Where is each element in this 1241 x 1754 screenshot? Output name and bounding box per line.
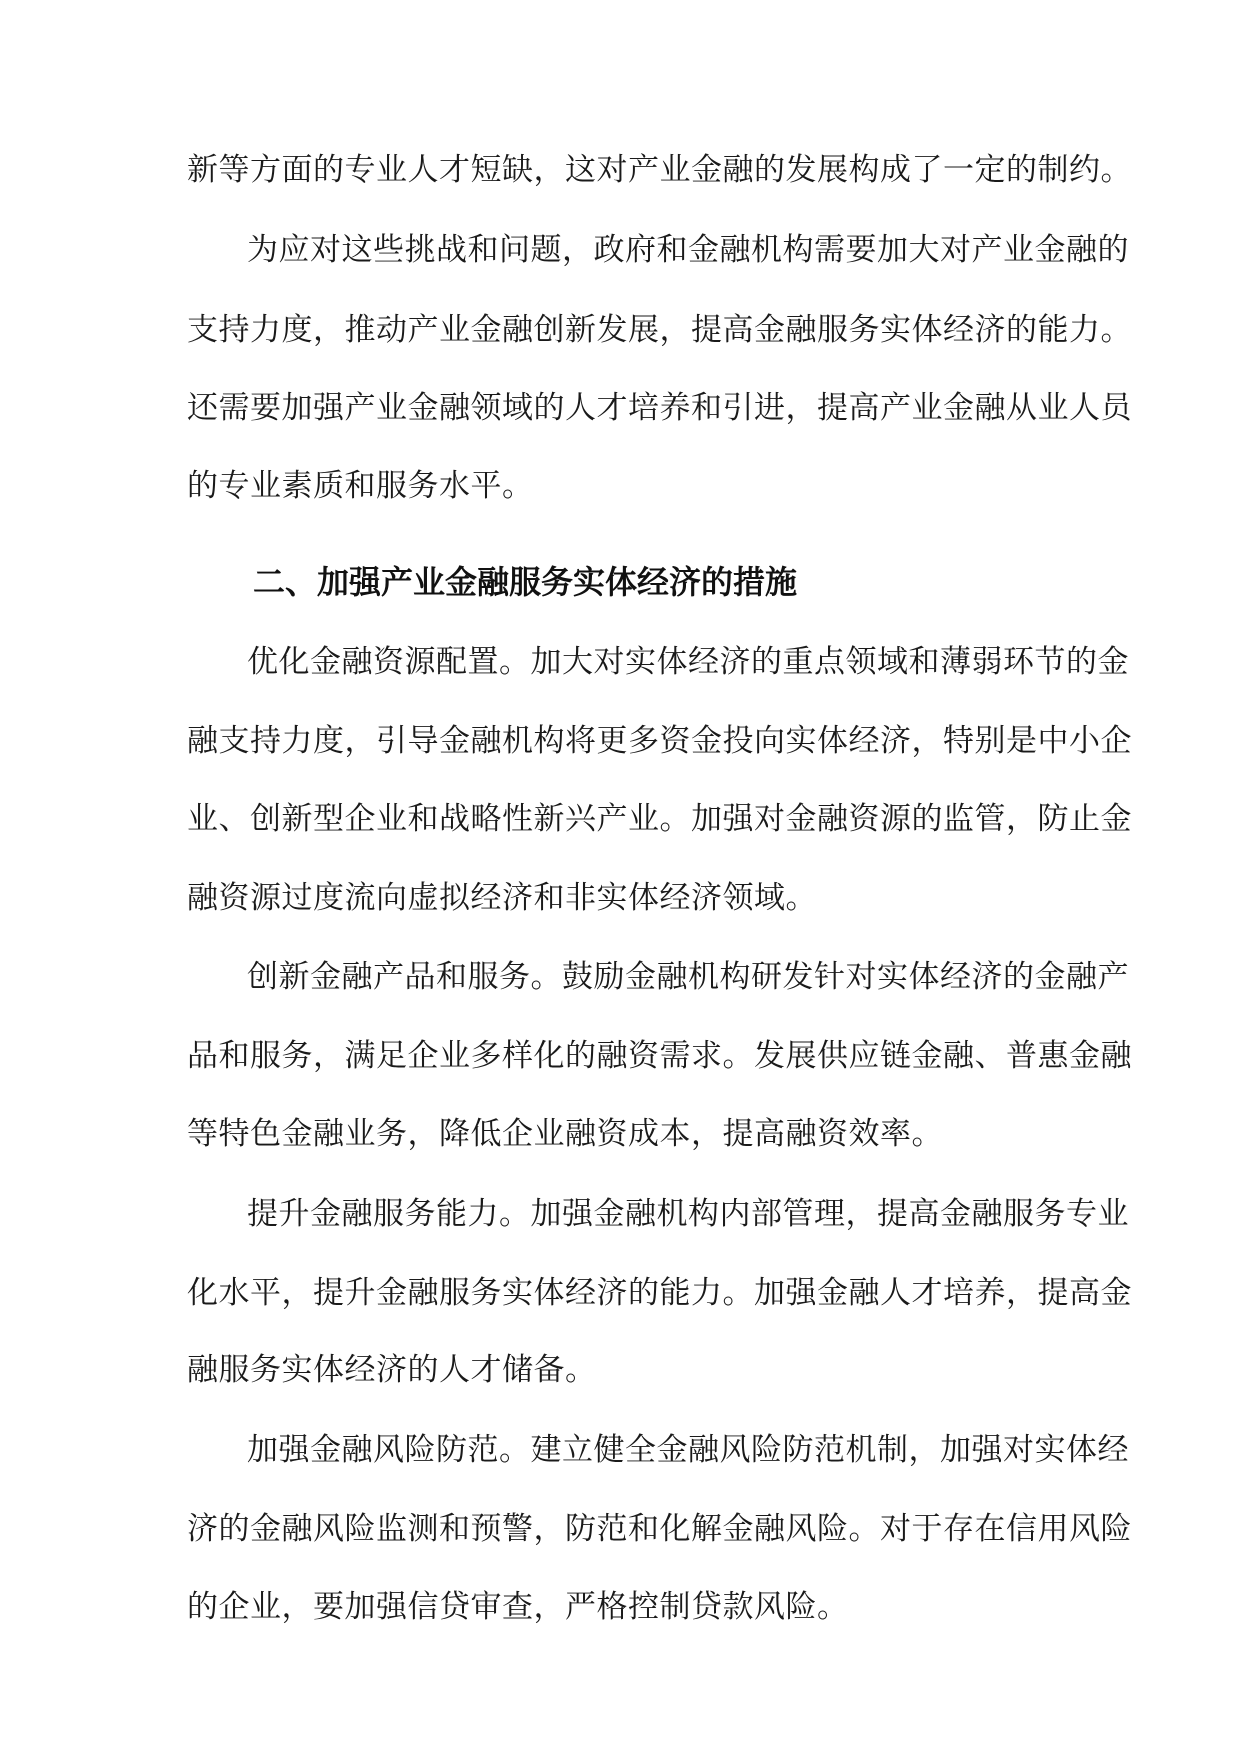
paragraph-line: 济的金融风险监测和预警，防范和化解金融风险。对于存在信用风险 xyxy=(187,1511,1132,1547)
paragraph-line: 创新金融产品和服务。鼓励金融机构研发针对实体经济的金融产 xyxy=(247,959,1129,995)
paragraph-line: 还需要加强产业金融领域的人才培养和引进，提高产业金融从业人员 xyxy=(187,390,1132,426)
paragraph-line: 品和服务，满足企业多样化的融资需求。发展供应链金融、普惠金融 xyxy=(187,1038,1132,1074)
paragraph-line: 融资源过度流向虚拟经济和非实体经济领域。 xyxy=(187,880,817,916)
paragraph-line: 的专业素质和服务水平。 xyxy=(187,468,534,504)
paragraph-line: 提升金融服务能力。加强金融机构内部管理，提高金融服务专业 xyxy=(247,1196,1129,1232)
paragraph-line: 优化金融资源配置。加大对实体经济的重点领域和薄弱环节的金 xyxy=(247,644,1129,680)
paragraph-line: 的企业，要加强信贷审查，严格控制贷款风险。 xyxy=(187,1589,849,1625)
paragraph-line: 融服务实体经济的人才储备。 xyxy=(187,1352,597,1388)
paragraph-line: 等特色金融业务，降低企业融资成本，提高融资效率。 xyxy=(187,1116,943,1152)
paragraph-line: 支持力度，推动产业金融创新发展，提高金融服务实体经济的能力。 xyxy=(187,312,1132,348)
paragraph-line: 融支持力度，引导金融机构将更多资金投向实体经济，特别是中小企 xyxy=(187,723,1132,759)
paragraph-line: 加强金融风险防范。建立健全金融风险防范机制，加强对实体经 xyxy=(247,1432,1129,1468)
paragraph-line: 业、创新型企业和战略性新兴产业。加强对金融资源的监管，防止金 xyxy=(187,801,1132,837)
paragraph-line: 化水平，提升金融服务实体经济的能力。加强金融人才培养，提高金 xyxy=(187,1275,1132,1311)
paragraph-line: 新等方面的专业人才短缺，这对产业金融的发展构成了一定的制约。 xyxy=(187,152,1132,188)
paragraph-line: 为应对这些挑战和问题，政府和金融机构需要加大对产业金融的 xyxy=(247,232,1129,268)
section-heading: 二、加强产业金融服务实体经济的措施 xyxy=(253,563,798,601)
